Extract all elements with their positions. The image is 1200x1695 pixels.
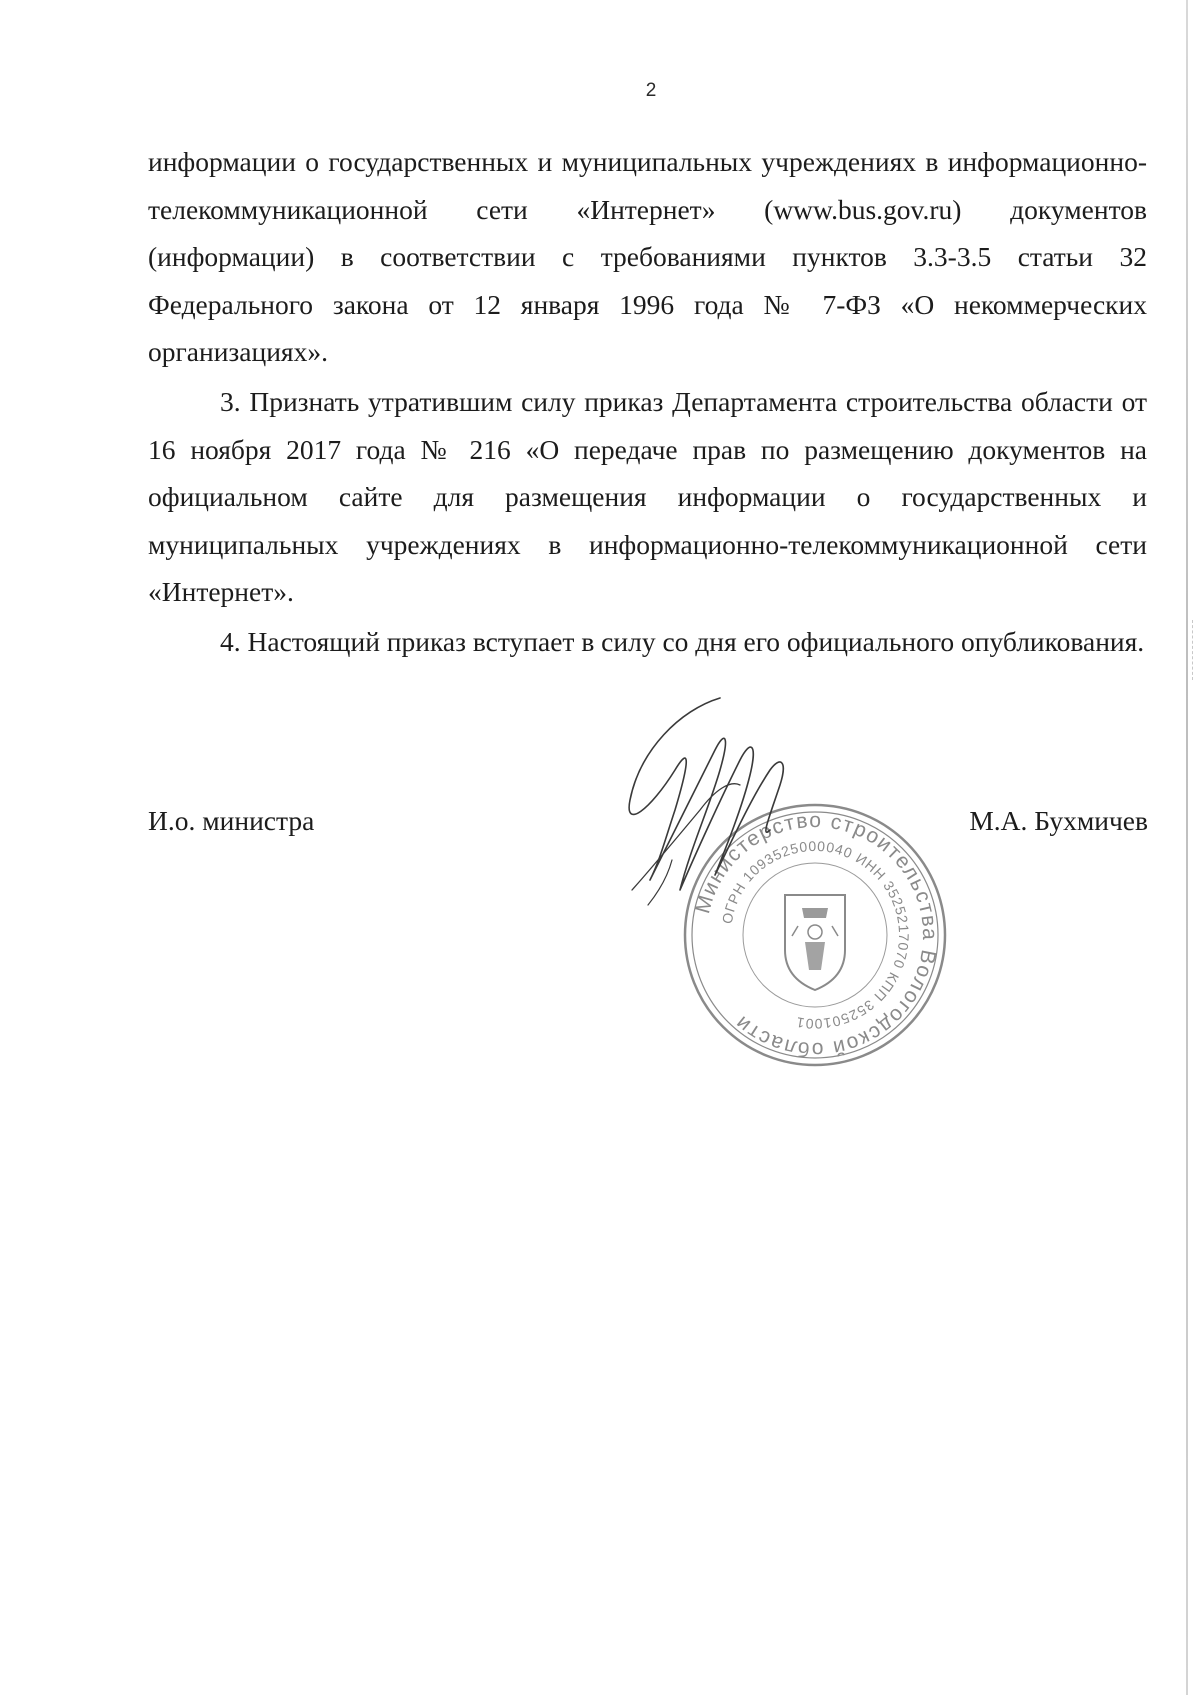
signer-name: М.А. Бухмичев: [969, 805, 1148, 836]
paragraph-item-4: 4. Настоящий приказ вступает в силу со дня его официального опубликования.: [220, 626, 1145, 657]
stamp-inner-text: ОГРН 1093525000040 ИНН 3525217070 КПП 352501001: [718, 837, 913, 1033]
paragraph-continuation: информации о государственных и муниципальных учреждениях в информационно-телекоммуникационной сети «Интернет» (www.bus.gov.ru) документов (информации) в соответствии с требованиями пунктов 3.3-3.5 статьи 32 Федерального закона от 12 января 1996 года № 7-ФЗ «О некоммерческих организациях».: [148, 146, 1147, 367]
stamp-ring-text: Министерство строительства Вологодской области: [691, 808, 942, 1062]
scan-border: [1186, 0, 1188, 1695]
handwritten-signature: [620, 690, 820, 930]
paragraph-item-3: 3. Признать утратившим силу приказ Департамента строительства области от 16 ноября 2017 года № 216 «О передаче прав по размещению документов на официальном сайте для размещения информации о государственных и муниципальных учреждениях в информационно-телекоммуникационной сети «Интернет».: [148, 386, 1147, 607]
scan-artifact: [1192, 620, 1194, 680]
page-number: 2: [645, 80, 657, 101]
signer-position: И.о. министра: [148, 805, 315, 836]
